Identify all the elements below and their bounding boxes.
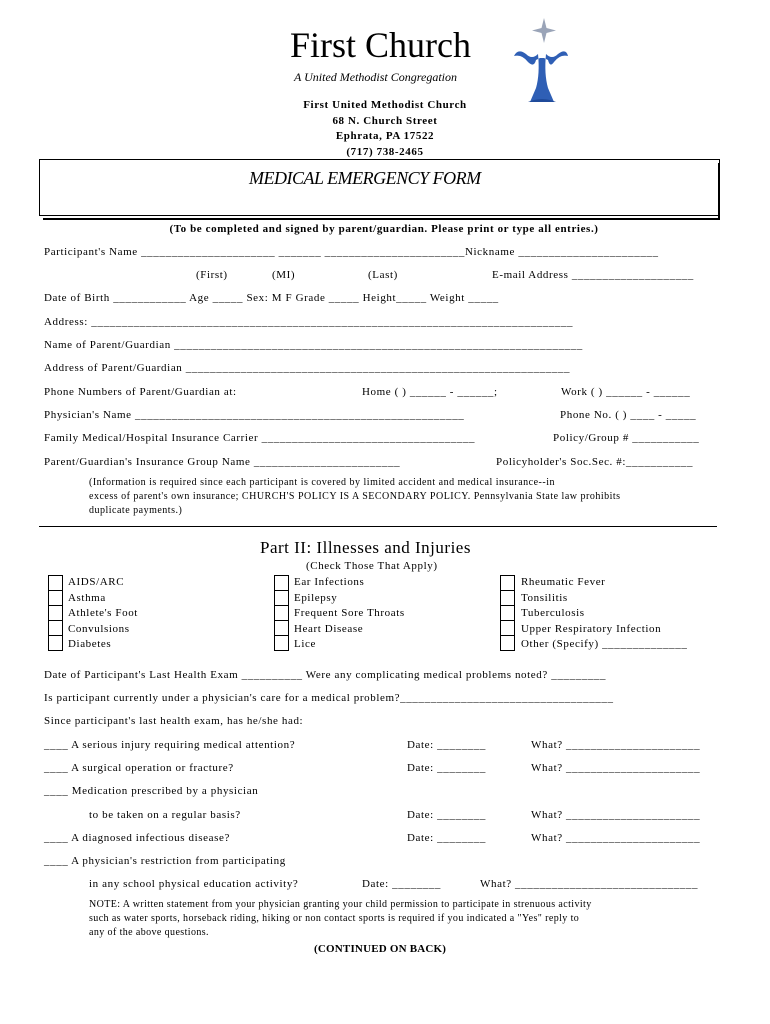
middle-initial-label: (MI) (272, 269, 296, 281)
physician-note-line-2: such as water sports, horseback riding, hiking or non contact sports is required if you indicated a "Yes" reply to (89, 913, 580, 924)
q-medication-cont: to be taken on a regular basis? (89, 809, 241, 821)
condition-epilepsy: Epilepsy (294, 591, 338, 604)
q-medication-date[interactable]: Date: ________ (407, 809, 486, 821)
parent-address-field[interactable]: Address of Parent/Guardian _______________________________________________________________ (44, 362, 571, 374)
physician-name-field[interactable]: Physician's Name ______________________________________________________ (44, 409, 465, 421)
condition-lice: Lice (294, 638, 316, 650)
condition-tuberculosis: Tuberculosis (521, 607, 585, 619)
checkbox-tonsilitis[interactable] (500, 590, 515, 606)
participant-name-field[interactable]: Participant's Name ______________________ _______ _______________________Nickname _______________________ (44, 246, 659, 258)
section-divider (39, 526, 717, 527)
checkbox-sore-throats[interactable] (274, 605, 289, 621)
condition-upper-respiratory: Upper Respiratory Infection (521, 622, 662, 635)
q-medication[interactable]: ____ Medication prescribed by a physician (44, 785, 259, 797)
q-serious-injury[interactable]: ____ A serious injury requiring medical attention? (44, 739, 296, 751)
q-serious-injury-date[interactable]: Date: ________ (407, 739, 486, 751)
insurance-group-name-field[interactable]: Parent/Guardian's Insurance Group Name ________________________ (44, 456, 401, 468)
instructions: (To be completed and signed by parent/guardian. Please print or type all entries.) (169, 223, 599, 235)
checkbox-upper-respiratory[interactable] (500, 620, 515, 636)
part2-title: Part II: Illnesses and Injuries (260, 538, 471, 557)
home-phone-field[interactable]: Home ( ) ______ - ______; (362, 386, 498, 398)
checkbox-aids[interactable] (48, 575, 63, 591)
address-field[interactable]: Address: _______________________________________________________________________________ (44, 316, 574, 328)
condition-athletes-foot: Athlete's Foot (68, 607, 138, 619)
condition-other-specify[interactable]: Other (Specify) ______________ (521, 638, 688, 650)
continued-on-back: (CONTINUED ON BACK) (314, 943, 447, 955)
policyholder-ssn-field[interactable]: Policyholder's Soc.Sec. #:___________ (496, 456, 694, 468)
insurance-note-line-3: duplicate payments.) (89, 505, 183, 516)
physician-note-line-1: NOTE: A written statement from your physician granting your child permission to participate in strenuous activity (89, 899, 592, 910)
condition-tonsilitis: Tonsilitis (521, 591, 568, 604)
church-address-line-3: Ephrata, PA 17522 (335, 130, 435, 142)
parent-name-field[interactable]: Name of Parent/Guardian ___________________________________________________________________ (44, 339, 583, 351)
church-tagline: A United Methodist Congregation (294, 70, 457, 84)
q-medication-what[interactable]: What? ______________________ (531, 809, 701, 821)
insurance-note-line-2: excess of parent's own insurance; CHURCH'S POLICY IS A SECONDARY POLICY. Pennsylvania State law prohibits (89, 491, 621, 502)
condition-rheumatic-fever: Rheumatic Fever (521, 576, 606, 588)
church-name: First Church (290, 25, 472, 65)
last-exam-field[interactable]: Date of Participant's Last Health Exam __________ Were any complicating medical problems noted? _________ (44, 669, 607, 681)
checkbox-other[interactable] (500, 635, 515, 651)
policy-group-field[interactable]: Policy/Group # ___________ (553, 432, 700, 444)
part2-subtitle: (Check Those That Apply) (306, 560, 438, 572)
checkbox-heart-disease[interactable] (274, 620, 289, 636)
under-care-field[interactable]: Is participant currently under a physician's care for a medical problem?___________________________________ (44, 692, 614, 704)
physician-phone-field[interactable]: Phone No. ( ) ____ - _____ (560, 409, 697, 421)
condition-diabetes: Diabetes (68, 638, 112, 650)
q-infectious-disease[interactable]: ____ A diagnosed infectious disease? (44, 832, 230, 844)
form-title: MEDICAL EMERGENCY FORM (249, 168, 481, 188)
q-infectious-disease-what[interactable]: What? ______________________ (531, 832, 701, 844)
insurance-carrier-field[interactable]: Family Medical/Hospital Insurance Carrier ___________________________________ (44, 432, 476, 444)
checkbox-convulsions[interactable] (48, 620, 63, 636)
first-name-label: (First) (196, 269, 228, 281)
q-infectious-disease-date[interactable]: Date: ________ (407, 832, 486, 844)
checkbox-epilepsy[interactable] (274, 590, 289, 606)
work-phone-field[interactable]: Work ( ) ______ - ______ (561, 386, 691, 398)
condition-convulsions: Convulsions (68, 622, 130, 635)
q-restriction-date[interactable]: Date: ________ (362, 878, 441, 890)
checkbox-ear-infections[interactable] (274, 575, 289, 591)
q-surgery[interactable]: ____ A surgical operation or fracture? (44, 762, 234, 774)
since-exam-label: Since participant's last health exam, has he/she had: (44, 715, 304, 727)
condition-heart-disease: Heart Disease (294, 622, 364, 635)
last-name-label: (Last) (368, 269, 398, 281)
q-restriction[interactable]: ____ A physician's restriction from participating (44, 855, 286, 867)
q-restriction-cont: in any school physical education activity? (89, 878, 299, 890)
checkbox-tuberculosis[interactable] (500, 605, 515, 621)
church-address-line-2: 68 N. Church Street (332, 114, 438, 127)
checkbox-rheumatic-fever[interactable] (500, 575, 515, 591)
email-field[interactable]: E-mail Address ____________________ (492, 269, 694, 281)
q-surgery-date[interactable]: Date: ________ (407, 762, 486, 774)
checkbox-athletes-foot[interactable] (48, 605, 63, 621)
checkbox-lice[interactable] (274, 635, 289, 651)
q-surgery-what[interactable]: What? ______________________ (531, 762, 701, 774)
church-address-line-1: First United Methodist Church (303, 99, 467, 111)
q-restriction-what[interactable]: What? ______________________________ (480, 878, 699, 890)
condition-ear-infections: Ear Infections (294, 576, 365, 588)
q-serious-injury-what[interactable]: What? ______________________ (531, 739, 701, 751)
church-phone: (717) 738-2465 (346, 145, 424, 158)
church-logo-icon (508, 16, 570, 106)
condition-asthma: Asthma (68, 591, 106, 604)
condition-sore-throats: Frequent Sore Throats (294, 607, 405, 619)
phone-label: Phone Numbers of Parent/Guardian at: (44, 386, 237, 398)
insurance-note-line-1: (Information is required since each participant is covered by limited accident and medical insurance--in (89, 477, 555, 488)
condition-aids: AIDS/ARC (68, 576, 125, 588)
physician-note-line-3: any of the above questions. (89, 927, 209, 938)
dob-age-sex-grade-height-weight[interactable]: Date of Birth ____________ Age _____ Sex: M F Grade _____ Height_____ Weight _____ (44, 292, 499, 304)
checkbox-asthma[interactable] (48, 590, 63, 606)
checkbox-diabetes[interactable] (48, 635, 63, 651)
